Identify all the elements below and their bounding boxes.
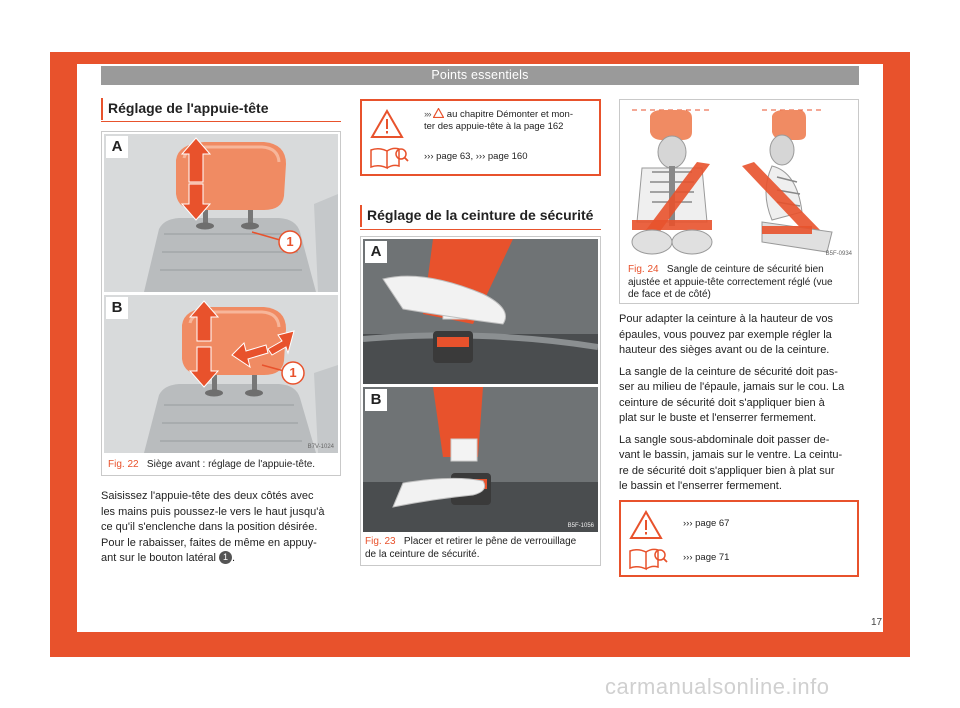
figure-number: Fig. 24 (628, 264, 659, 275)
figure-24-caption (628, 264, 856, 302)
body-line: La sangle sous-abdominale doit passer de- (619, 433, 830, 446)
page-ref-line: ››› page 63, ››› page 160 (424, 151, 528, 162)
warning-box (619, 500, 859, 577)
manual-book-icon (628, 547, 668, 571)
warning-triangle-icon (629, 510, 663, 540)
manual-book-icon (369, 146, 409, 170)
body-line-end: . (232, 552, 236, 564)
panel-label-a: A (365, 241, 387, 263)
warning-triangle-icon (370, 109, 404, 139)
caption-text: Siège avant : réglage de l'appuie-tête. (146, 459, 316, 470)
callout-number: 1 (286, 234, 294, 249)
caption-text: ajustée et appuie-tête correctement réglé (vue (628, 276, 833, 288)
warning-line: ter des appuie-tête à la page 162 (424, 121, 564, 132)
figure-ref-code: B5F-1056 (567, 523, 594, 529)
body-line: ce qu'il s'enclenche dans la position désirée. (101, 521, 318, 533)
buckle-insert-illustration (363, 239, 598, 384)
figure-number: Fig. 22 (108, 459, 139, 470)
watermark: carmanualsonline.info (605, 674, 830, 699)
warning-triangle-icon (433, 108, 444, 118)
callout-number-inline: 1 (219, 551, 232, 564)
figure-23-caption (365, 536, 597, 561)
page-ref-line: ››› page 67 (683, 518, 730, 529)
body-line: ant sur le bouton latéral (101, 552, 216, 564)
figure-number: Fig. 23 (365, 536, 396, 547)
page-number: 17 (871, 617, 883, 628)
figure-23 (360, 236, 601, 566)
body-line: les mains puis poussez-le vers le haut jusqu'à (101, 505, 325, 518)
section-rule (360, 229, 601, 230)
figure-23-panel-b (363, 387, 598, 532)
buckle-release-illustration (363, 387, 598, 532)
warning-box (360, 99, 601, 176)
body-line: Pour le rabaisser, faites de même en appuy- (101, 536, 317, 549)
body-line: le bassin et l'enserrer fermement. (619, 480, 782, 492)
caption-text: Placer et retirer le pêne de verrouillage (403, 536, 577, 547)
figure-23-panel-a (363, 239, 598, 384)
headrest-instructions (101, 489, 346, 567)
figure-22-panel-b (104, 295, 338, 453)
panel-label-b: B (106, 297, 128, 319)
paragraph (619, 312, 864, 359)
figure-24 (619, 99, 859, 304)
paragraph (619, 433, 864, 495)
figure-22 (101, 131, 341, 476)
page-ref-line: ››› page 71 (683, 552, 730, 563)
body-line: ser au milieu de l'épaule, jamais sur le cou. La (619, 381, 845, 393)
body-line: plat sur le buste et l'enserrer fermement. (619, 412, 817, 424)
body-line: La sangle de la ceinture de sécurité doit pas- (619, 365, 838, 378)
paragraph (619, 365, 864, 427)
headrest-up-down-illustration (104, 134, 338, 292)
body-line: Saisissez l'appuie-tête des deux côtés avec (101, 490, 314, 502)
callout-number: 1 (289, 365, 297, 380)
warning-line: au chapitre Démonter et mon- (446, 109, 573, 120)
headrest-release-button-illustration (104, 295, 338, 453)
body-line: re de sécurité doit s'appliquer bien à plat sur (619, 464, 835, 477)
section-rule (101, 121, 341, 122)
section-title-seatbelt: Réglage de la ceinture de sécurité (367, 207, 594, 223)
warning-ref-text (424, 108, 573, 133)
body-line: épaules, vous pouvez par exemple régler la (619, 328, 832, 341)
figure-ref-code: B5F-0934 (825, 251, 852, 257)
panel-label-a: A (106, 136, 128, 158)
body-line: hauteur des sièges avant ou de la ceinture. (619, 344, 830, 356)
figure-ref-code: B7V-1024 (307, 444, 334, 450)
chevrons-icon: ››› (424, 109, 431, 120)
body-line: ceinture de sécurité doit s'appliquer bien à (619, 396, 825, 409)
section-marker (360, 205, 362, 227)
chapter-header: Points essentiels (101, 66, 859, 85)
figure-22-caption (108, 459, 338, 472)
body-line: Pour adapter la ceinture à la hauteur de vos (619, 313, 834, 325)
body-line: vant le bassin, jamais sur le ventre. La ceintu- (619, 449, 843, 461)
caption-text: de face et de côté) (628, 289, 711, 300)
section-title-headrest: Réglage de l'appuie-tête (108, 100, 269, 116)
figure-24-image (622, 102, 856, 260)
belt-posture-illustration (622, 102, 856, 260)
caption-text: Sangle de ceinture de sécurité bien (666, 264, 824, 275)
panel-label-b: B (365, 389, 387, 411)
caption-text: de la ceinture de sécurité. (365, 548, 480, 560)
figure-22-panel-a (104, 134, 338, 292)
section-marker (101, 98, 103, 120)
seatbelt-instructions (619, 312, 864, 501)
body-line-last (101, 551, 346, 567)
